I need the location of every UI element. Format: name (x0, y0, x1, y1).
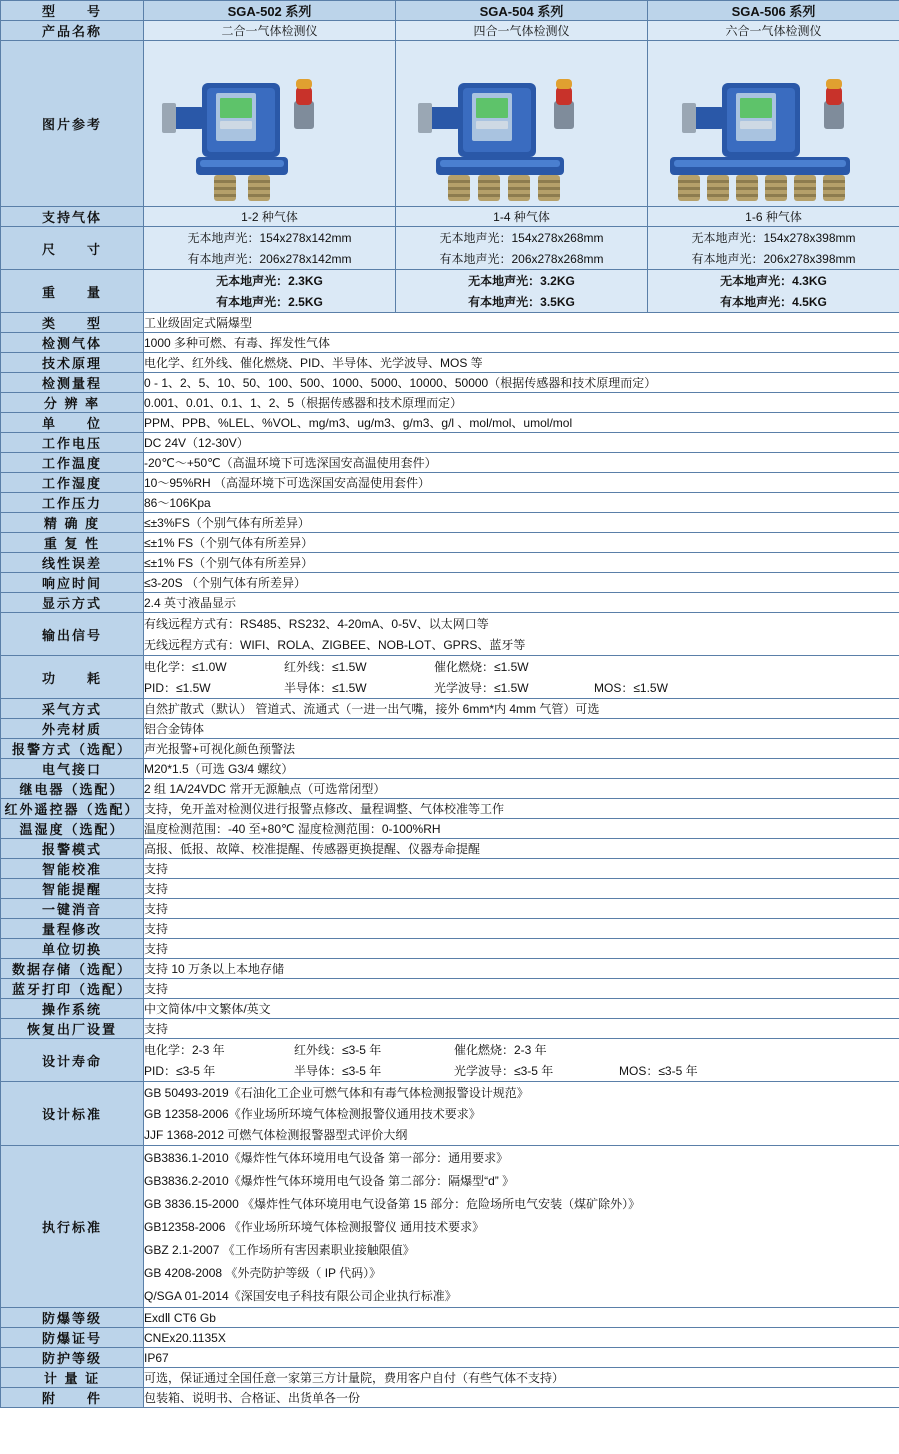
power-1-2: 红外线：≤1.5W (284, 660, 367, 674)
row-value-electrical-interface: M20*1.5（可选 G3/4 螺纹） (144, 759, 899, 779)
row-label-humidity: 工作湿度 (1, 473, 144, 493)
table-row (1, 473, 899, 493)
table-row (1, 979, 899, 999)
power-1-3: 催化燃烧：≤1.5W (434, 660, 529, 674)
table-row (1, 1388, 899, 1408)
table-row (1, 593, 899, 613)
row-label-unit-switch: 单位切换 (1, 939, 144, 959)
row-label-one-key-mute: 一键消音 (1, 899, 144, 919)
row-value-pressure: 86～106Kpa (144, 493, 899, 513)
design-standard-line-3: JJF 1368-2012 可燃气体检测报警器型式评价大纲 (144, 1128, 408, 1142)
row-label-ex-rating: 防爆等级 (1, 1308, 144, 1328)
row-label-voltage: 工作电压 (1, 433, 144, 453)
output-line-1: 有线远程方式有：RS485、RS232、4-20mA、0-5V、以太网口等 (144, 617, 489, 631)
table-row (1, 939, 899, 959)
table-row (1, 1146, 899, 1308)
table-row (1, 613, 899, 656)
row-label-bluetooth-print: 蓝牙打印（选配） (1, 979, 144, 999)
row-label-model: 型 号 (1, 1, 144, 21)
table-row (1, 21, 899, 41)
row-label-technology: 技术原理 (1, 353, 144, 373)
row-label-relay: 继电器（选配） (1, 779, 144, 799)
row-value-alarm-method: 声光报警+可视化颜色预警法 (144, 739, 899, 759)
row-label-display: 显示方式 (1, 593, 144, 613)
weight-1-line-1: 无本地声光：2.3KG (216, 274, 323, 288)
row-label-product-name: 产品名称 (1, 21, 144, 41)
row-value-shell-material: 铝合金铸体 (144, 719, 899, 739)
table-row (1, 779, 899, 799)
table-row (1, 207, 899, 227)
row-label-factory-reset: 恢复出厂设置 (1, 1019, 144, 1039)
size-2-line-2: 有本地声光：206x278x268mm (439, 252, 604, 266)
table-row (1, 799, 899, 819)
product-name-1: 二合一气体检测仪 (144, 21, 396, 41)
row-value-detect-gas: 1000 多种可燃、有毒、挥发性气体 (144, 333, 899, 353)
table-row (1, 1328, 899, 1348)
column-header-2: SGA-504 系列 (396, 1, 648, 21)
exec-standard-line-6: GB 4208-2008 《外壳防护等级（ IP 代码）》 (144, 1266, 382, 1280)
row-label-size: 尺 寸 (1, 227, 144, 270)
row-value-design-life (144, 1039, 899, 1082)
row-label-shell-material: 外壳材质 (1, 719, 144, 739)
table-row (1, 656, 899, 699)
row-label-output-signal: 输出信号 (1, 613, 144, 656)
row-value-relay: 2 组 1A/24VDC 常开无源触点（可选常闭型） (144, 779, 899, 799)
row-value-data-storage: 支持 10 万条以上本地存储 (144, 959, 899, 979)
life-2-2: 半导体：≤3-5 年 (294, 1064, 382, 1078)
table-row (1, 393, 899, 413)
table-row (1, 1308, 899, 1328)
life-1-3: 催化燃烧：2-3 年 (454, 1043, 547, 1057)
row-value-smart-calibration: 支持 (144, 859, 899, 879)
row-value-ex-cert-no: CNEx20.1135X (144, 1328, 899, 1348)
row-label-metrology-cert: 计 量 证 (1, 1368, 144, 1388)
life-2-3: 光学波导：≤3-5 年 (454, 1064, 554, 1078)
support-gas-2: 1-4 种气体 (396, 207, 648, 227)
row-label-temperature: 工作温度 (1, 453, 144, 473)
exec-standard-line-5: GBZ 2.1-2007 《工作场所有害因素职业接触限值》 (144, 1243, 415, 1257)
power-1-1: 电化学：≤1.0W (144, 660, 227, 674)
gas-detector-4-illustration (396, 41, 636, 206)
life-row-2 (144, 1060, 899, 1081)
row-value-accuracy: ≤±3%FS（个别气体有所差异） (144, 513, 899, 533)
table-row (1, 353, 899, 373)
size-3-line-1: 无本地声光：154x278x398mm (691, 231, 856, 245)
weight-2-line-2: 有本地声光：3.5KG (468, 295, 575, 309)
exec-standard-line-1: GB3836.1-2010《爆炸性气体环境用电气设备 第一部分：通用要求》 (144, 1151, 509, 1165)
table-row (1, 1082, 899, 1146)
row-label-detect-gas: 检测气体 (1, 333, 144, 353)
size-3 (648, 227, 899, 270)
table-row (1, 433, 899, 453)
row-label-image-reference: 图片参考 (1, 41, 144, 207)
row-label-type: 类 型 (1, 313, 144, 333)
product-name-3: 六合一气体检测仪 (648, 21, 899, 41)
column-header-1: SGA-502 系列 (144, 1, 396, 21)
exec-standard-line-7: Q/SGA 01-2014《深国安电子科技有限公司企业执行标准》 (144, 1289, 457, 1303)
table-row (1, 839, 899, 859)
row-value-technology: 电化学、红外线、催化燃烧、PID、半导体、光学波导、MOS 等 (144, 353, 899, 373)
row-value-repeatability: ≤±1% FS（个别气体有所差异） (144, 533, 899, 553)
row-value-os: 中文简体/中文繁体/英文 (144, 999, 899, 1019)
row-label-accuracy: 精 确 度 (1, 513, 144, 533)
table-row (1, 699, 899, 719)
table-row (1, 573, 899, 593)
weight-1 (144, 270, 396, 313)
life-2-1: PID：≤3-5 年 (144, 1064, 216, 1078)
table-row (1, 227, 899, 270)
life-row-1 (144, 1039, 899, 1060)
row-value-resolution: 0.001、0.01、0.1、1、2、5（根据传感器和技术原理而定） (144, 393, 899, 413)
row-label-accessories: 附 件 (1, 1388, 144, 1408)
power-2-2: 半导体：≤1.5W (284, 681, 367, 695)
row-label-design-standard: 设计标准 (1, 1082, 144, 1146)
row-label-unit: 单 位 (1, 413, 144, 433)
row-label-smart-calibration: 智能校准 (1, 859, 144, 879)
row-value-unit-switch: 支持 (144, 939, 899, 959)
row-label-electrical-interface: 电气接口 (1, 759, 144, 779)
life-2-4: MOS：≤3-5 年 (619, 1064, 698, 1078)
power-row-1 (144, 656, 899, 677)
row-label-weight: 重 量 (1, 270, 144, 313)
power-row-2 (144, 677, 899, 698)
row-value-linear-error: ≤±1% FS（个别气体有所差异） (144, 553, 899, 573)
row-value-power (144, 656, 899, 699)
life-1-1: 电化学：2-3 年 (144, 1043, 225, 1057)
size-3-line-2: 有本地声光：206x278x398mm (691, 252, 856, 266)
row-value-ip-rating: IP67 (144, 1348, 899, 1368)
weight-3 (648, 270, 899, 313)
row-label-resolution: 分 辨 率 (1, 393, 144, 413)
size-1-line-2: 有本地声光：206x278x142mm (187, 252, 352, 266)
row-label-support-gas: 支持气体 (1, 207, 144, 227)
size-1 (144, 227, 396, 270)
table-row (1, 759, 899, 779)
row-value-ex-rating: ExdⅡ CT6 Gb (144, 1308, 899, 1328)
row-value-design-standard (144, 1082, 899, 1146)
table-row (1, 333, 899, 353)
row-value-one-key-mute: 支持 (144, 899, 899, 919)
table-row (1, 879, 899, 899)
row-value-output-signal (144, 613, 899, 656)
weight-1-line-2: 有本地声光：2.5KG (216, 295, 323, 309)
support-gas-3: 1-6 种气体 (648, 207, 899, 227)
row-label-linear-error: 线性误差 (1, 553, 144, 573)
table-row (1, 453, 899, 473)
row-label-response-time: 响应时间 (1, 573, 144, 593)
table-row (1, 819, 899, 839)
row-label-exec-standard: 执行标准 (1, 1146, 144, 1308)
weight-2 (396, 270, 648, 313)
row-label-alarm-method: 报警方式（选配） (1, 739, 144, 759)
table-row (1, 739, 899, 759)
table-row (1, 513, 899, 533)
row-value-voltage: DC 24V（12-30V） (144, 433, 899, 453)
size-2 (396, 227, 648, 270)
table-row (1, 719, 899, 739)
table-row (1, 859, 899, 879)
gas-detector-2-illustration (144, 41, 384, 206)
table-row (1, 553, 899, 573)
table-row (1, 1019, 899, 1039)
row-label-pressure: 工作压力 (1, 493, 144, 513)
row-value-display: 2.4 英寸液晶显示 (144, 593, 899, 613)
table-row (1, 413, 899, 433)
exec-standard-line-3: GB 3836.15-2000 《爆炸性气体环境用电气设备第 15 部分：危险场所电气安装（煤矿除外）》 (144, 1197, 641, 1211)
gas-detector-6-illustration (648, 41, 888, 206)
table-row (1, 999, 899, 1019)
life-1-2: 红外线：≤3-5 年 (294, 1043, 382, 1057)
row-value-range-modify: 支持 (144, 919, 899, 939)
table-row (1, 493, 899, 513)
row-value-type: 工业级固定式隔爆型 (144, 313, 899, 333)
table-row (1, 1348, 899, 1368)
size-2-line-1: 无本地声光：154x278x268mm (439, 231, 604, 245)
row-label-data-storage: 数据存储（选配） (1, 959, 144, 979)
table-row (1, 373, 899, 393)
table-row (1, 1, 899, 21)
table-row (1, 919, 899, 939)
row-value-temp-humidity: 温度检测范围：-40 至+80℃ 湿度检测范围：0-100%RH (144, 819, 899, 839)
row-value-alarm-mode: 高报、低报、故障、校准提醒、传感器更换提醒、仪器寿命提醒 (144, 839, 899, 859)
row-label-sampling: 采气方式 (1, 699, 144, 719)
row-value-sampling: 自然扩散式（默认） 管道式、流通式（一进一出气嘴，接外 6mm*内 4mm 气管）可选 (144, 699, 899, 719)
row-value-metrology-cert: 可选，保证通过全国任意一家第三方计量院，费用客户自付（有些气体不支持） (144, 1368, 899, 1388)
row-label-smart-reminder: 智能提醒 (1, 879, 144, 899)
weight-2-line-1: 无本地声光：3.2KG (468, 274, 575, 288)
weight-3-line-2: 有本地声光：4.5KG (720, 295, 827, 309)
product-name-2: 四合一气体检测仪 (396, 21, 648, 41)
table-row (1, 899, 899, 919)
product-image-1 (144, 41, 396, 207)
row-value-ir-remote: 支持，免开盖对检测仪进行报警点修改、量程调整、气体校准等工作 (144, 799, 899, 819)
exec-standard-line-4: GB12358-2006 《作业场所环境气体检测报警仪 通用技术要求》 (144, 1220, 485, 1234)
power-2-4: MOS：≤1.5W (594, 681, 668, 695)
row-label-range-modify: 量程修改 (1, 919, 144, 939)
row-value-unit: PPM、PPB、%LEL、%VOL、mg/m3、ug/m3、g/m3、g/l 、mol/mol、umol/mol (144, 413, 899, 433)
exec-standard-line-2: GB3836.2-2010《爆炸性气体环境用电气设备 第二部分：隔爆型“d” 》 (144, 1174, 515, 1188)
output-line-2: 无线远程方式有：WIFI、ROLA、ZIGBEE、NOB-LOT、GPRS、蓝牙等 (144, 638, 526, 652)
table-row (1, 533, 899, 553)
row-value-factory-reset: 支持 (144, 1019, 899, 1039)
table-row (1, 959, 899, 979)
table-row (1, 1368, 899, 1388)
table-row (1, 41, 899, 207)
row-label-range: 检测量程 (1, 373, 144, 393)
column-header-3: SGA-506 系列 (648, 1, 899, 21)
row-label-ex-cert-no: 防爆证号 (1, 1328, 144, 1348)
table-row (1, 270, 899, 313)
product-image-2 (396, 41, 648, 207)
row-value-range: 0 - 1、2、5、10、50、100、500、1000、5000、10000、50000（根据传感器和技术原理而定） (144, 373, 899, 393)
power-2-3: 光学波导：≤1.5W (434, 681, 529, 695)
row-value-bluetooth-print: 支持 (144, 979, 899, 999)
row-label-design-life: 设计寿命 (1, 1039, 144, 1082)
row-label-repeatability: 重 复 性 (1, 533, 144, 553)
row-label-ir-remote: 红外遥控器（选配） (1, 799, 144, 819)
row-label-temp-humidity: 温湿度（选配） (1, 819, 144, 839)
row-label-os: 操作系统 (1, 999, 144, 1019)
support-gas-1: 1-2 种气体 (144, 207, 396, 227)
row-label-ip-rating: 防护等级 (1, 1348, 144, 1368)
design-standard-line-2: GB 12358-2006《作业场所环境气体检测报警仪通用技术要求》 (144, 1107, 481, 1121)
row-value-accessories: 包装箱、说明书、合格证、出货单各一份 (144, 1388, 899, 1408)
design-standard-line-1: GB 50493-2019《石油化工企业可燃气体和有毒气体检测报警设计规范》 (144, 1086, 529, 1100)
row-value-smart-reminder: 支持 (144, 879, 899, 899)
table-row (1, 1039, 899, 1082)
product-image-3 (648, 41, 899, 207)
row-value-humidity: 10～95%RH （高湿环境下可选深国安高湿使用套件） (144, 473, 899, 493)
row-value-response-time: ≤3-20S （个别气体有所差异） (144, 573, 899, 593)
weight-3-line-1: 无本地声光：4.3KG (720, 274, 827, 288)
row-label-alarm-mode: 报警模式 (1, 839, 144, 859)
size-1-line-1: 无本地声光：154x278x142mm (187, 231, 352, 245)
power-2-1: PID：≤1.5W (144, 681, 211, 695)
row-label-power: 功 耗 (1, 656, 144, 699)
row-value-temperature: -20℃～+50℃（高温环境下可选深国安高温使用套件） (144, 453, 899, 473)
table-row (1, 313, 899, 333)
row-value-exec-standard (144, 1146, 899, 1308)
